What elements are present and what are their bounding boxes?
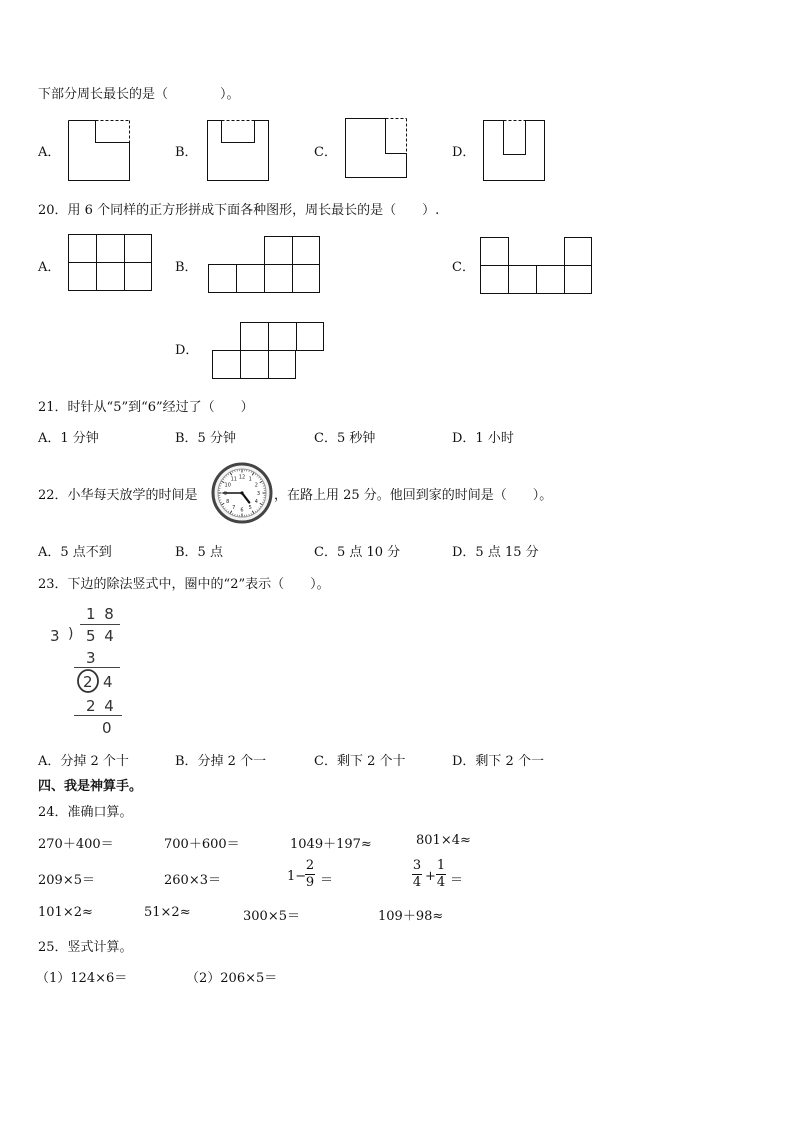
clock-numeral: 2 bbox=[254, 482, 258, 489]
q19-option-a-label: A． bbox=[38, 145, 61, 160]
division-line-2 bbox=[74, 715, 122, 716]
q19-stem: 下部分周长最长的是（ ）。 bbox=[38, 87, 240, 102]
q23-option-c: C．剩下 2 个十 bbox=[314, 754, 406, 769]
fraction-numerator: 2 bbox=[305, 858, 315, 873]
clock-numeral: 8 bbox=[226, 499, 230, 506]
division-step2: 2 4 bbox=[86, 697, 116, 715]
division-remainder-circled: 2 bbox=[83, 673, 93, 691]
clock-numeral: 1 bbox=[248, 476, 252, 483]
fraction bbox=[436, 859, 446, 890]
q20-option-d-label: D． bbox=[175, 343, 199, 358]
q20-figure-c bbox=[480, 237, 594, 295]
q19-option-c-label: C． bbox=[314, 145, 337, 160]
fraction bbox=[305, 859, 315, 890]
q21-option-c: C．5 秒钟 bbox=[314, 431, 376, 446]
calc-item: 300×5＝ bbox=[243, 909, 300, 924]
division-bracket: ) bbox=[68, 626, 74, 642]
q23-option-d: D．剩下 2 个一 bbox=[452, 754, 544, 769]
calc-item: 209×5＝ bbox=[38, 873, 95, 888]
section-title: 四、我是神算手。 bbox=[38, 779, 143, 794]
clock-numeral: 4 bbox=[254, 499, 258, 506]
q20-option-b-label: B． bbox=[175, 260, 198, 275]
q22-option-b: B．5 点 bbox=[175, 545, 223, 560]
q20-option-a-label: A． bbox=[38, 260, 61, 275]
q21-option-a: A．1 分钟 bbox=[38, 431, 99, 446]
q19-option-d-label: D． bbox=[452, 145, 476, 160]
plus-sign: + bbox=[425, 869, 436, 884]
division-divisor: 3 bbox=[50, 627, 60, 645]
calc-item: 101×2≈ bbox=[38, 905, 93, 920]
clock-numeral: 10 bbox=[224, 482, 231, 489]
q20-figure-a bbox=[68, 234, 154, 292]
fraction-denominator: 4 bbox=[436, 875, 446, 890]
q21-option-b: B．5 分钟 bbox=[175, 431, 236, 446]
long-division bbox=[46, 603, 146, 743]
q20-figure-b bbox=[208, 236, 322, 294]
q19-figure-a bbox=[68, 120, 132, 182]
q25-item: （1）124×6＝ bbox=[36, 971, 128, 986]
division-quotient: 1 8 bbox=[86, 605, 116, 623]
q20-figure-d bbox=[212, 322, 326, 380]
q23-stem: 23．下边的除法竖式中，圈中的“2”表示（ ）。 bbox=[38, 577, 330, 592]
q20-option-c-label: C． bbox=[452, 260, 475, 275]
clock-numeral: 12 bbox=[238, 474, 246, 481]
q22-option-a: A．5 点不到 bbox=[38, 545, 112, 560]
clock-numeral: 11 bbox=[230, 476, 237, 483]
division-final: 0 bbox=[102, 719, 112, 737]
q24-stem: 24．准确口算。 bbox=[38, 805, 133, 820]
calc-item: 270＋400＝ bbox=[38, 837, 114, 852]
q19-option-b-label: B． bbox=[175, 145, 198, 160]
fraction-suffix: ＝ bbox=[320, 873, 334, 888]
division-step1: 3 bbox=[86, 649, 96, 667]
calc-item: 51×2≈ bbox=[144, 905, 191, 920]
q19-figure-b bbox=[207, 120, 271, 182]
division-bracket-line bbox=[80, 624, 120, 625]
clock-numeral: 3 bbox=[256, 490, 261, 497]
clock-numeral: 7 bbox=[232, 505, 236, 512]
fraction bbox=[412, 859, 422, 890]
q21-stem: 21．时针从“5”到“6”经过了（ ） bbox=[38, 400, 254, 415]
clock-numeral: 9 bbox=[223, 490, 228, 497]
fraction-denominator: 9 bbox=[305, 875, 315, 890]
division-dividend: 5 4 bbox=[86, 627, 116, 645]
q20-stem: 20．用 6 个同样的正方形拼成下面各种图形，周长最长的是（ ）. bbox=[38, 203, 440, 218]
calc-item: 260×3＝ bbox=[164, 873, 221, 888]
calc-item: 1049＋197≈ bbox=[290, 837, 372, 852]
fraction-numerator: 1 bbox=[436, 858, 446, 873]
calc-item: 801×4≈ bbox=[416, 833, 471, 848]
q19-figure-c bbox=[345, 118, 409, 180]
fraction-prefix: 1− bbox=[287, 869, 307, 884]
q23-option-a: A．分掉 2 个十 bbox=[38, 754, 129, 769]
fraction-denominator: 4 bbox=[412, 875, 422, 890]
q22-stem-before: 22．小华每天放学的时间是 bbox=[38, 488, 198, 503]
clock-icon bbox=[211, 462, 273, 524]
q22-option-d: D．5 点 15 分 bbox=[452, 545, 539, 560]
q25-item: （2）206×5＝ bbox=[186, 971, 278, 986]
q23-option-b: B．分掉 2 个一 bbox=[175, 754, 267, 769]
calc-item: 109＋98≈ bbox=[378, 909, 444, 924]
fraction-numerator: 3 bbox=[412, 858, 422, 873]
fraction-suffix: ＝ bbox=[450, 873, 464, 888]
q22-option-c: C．5 点 10 分 bbox=[314, 545, 401, 560]
clock-numeral: 6 bbox=[240, 507, 244, 514]
q21-option-d: D．1 小时 bbox=[452, 431, 514, 446]
clock-numeral: 5 bbox=[248, 505, 252, 512]
q25-stem: 25．竖式计算。 bbox=[38, 940, 133, 955]
q22-stem-after: ，在路上用 25 分。他回到家的时间是（ ）。 bbox=[274, 488, 553, 503]
q19-figure-d bbox=[483, 120, 547, 182]
division-remainder-digit: 4 bbox=[103, 673, 113, 691]
calc-item: 700＋600＝ bbox=[164, 837, 240, 852]
